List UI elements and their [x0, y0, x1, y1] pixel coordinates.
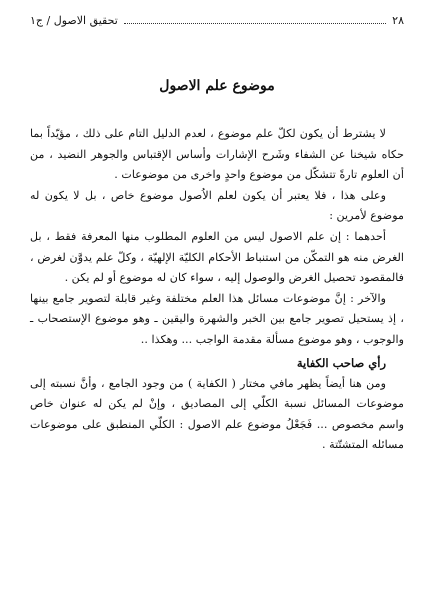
paragraph-second-reason: والآخر : إنَّ موضوعات مسائل هذا العلم مختلفة وغير قابلة لتصوير جامع بينها ، إذ يستحيل تصوير جامع بين الخبر والشهرة واليقين ـ وهو موضوع الإستصحاب ـ والوجوب ، وهو موضوع مسألة مقدمة الواجب ... وهكذا ..: [30, 291, 404, 346]
running-header: [30, 14, 404, 32]
paragraph-kifaya: ومن هنا أيضاً يظهر مافي مختار ( الكفاية ) من وجود الجامع ، وأنَّ نسبته إلى موضوعات المسائل نسبة الكلّي إلى المصاديق ، وإنْ لم يكن له عنوان خاص واسم مخصوص ... فَجَعْلُ موضوع علم الاصول : الكلّي المنطبق على موضوعات مسائله المتشتّتة .: [30, 376, 404, 452]
subheading-kifaya-opinion: رأي صاحب الكفاية: [296, 355, 386, 370]
page-number: ٢٨: [392, 14, 404, 27]
header-dot-leader: [124, 15, 386, 24]
body-text: [30, 124, 404, 456]
running-title: تحقيق الاصول / ج١: [30, 14, 118, 27]
paragraph-no-specific-subject: وعلى هذا ، فلا يعتبر أن يكون لعلم الاُصول موضوع خاص ، بل لا يكون له موضوع لأمرين :: [30, 188, 404, 223]
paragraph-first-reason: أحدهما : إن علم الاصول ليس من العلوم المطلوب منها المعرفة فقط ، بل الغرض منه هو التمكّن من استنباط الأحكام الكليّة الإلهيّة ، وكلّ علم يدوَّن لغرض ، فالمقصود تحصيل الغرض والوصول إليه ، سواء كان له موضوع أو لم يكن .: [30, 229, 404, 285]
paragraph-intro: لا يشترط أن يكون لكلّ علم موضوع ، لعدم الدليل التام على ذلك ، مؤيّداً بما حكاه شيخنا عن الشفاء وشَرح الإشارات وأساس الإقتباس والجوهر النضيد ، من أن العلوم تارةً تتشكّل من موضوع واحدٍ واخرى من موضوعات .: [30, 127, 404, 182]
section-title: موضوع علم الاصول: [159, 78, 275, 94]
